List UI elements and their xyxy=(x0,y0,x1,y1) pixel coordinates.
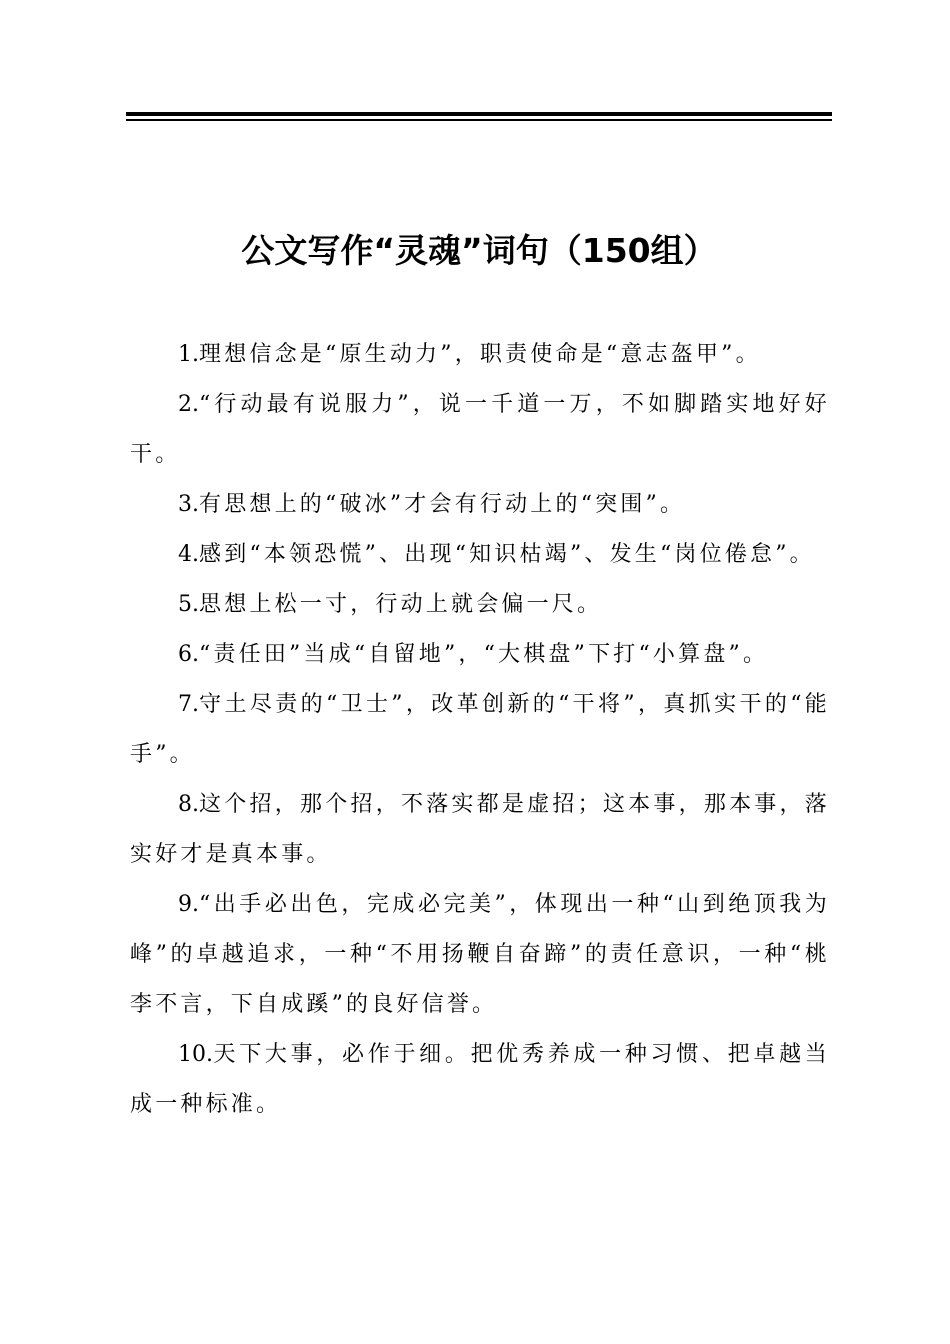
paragraph-5 xyxy=(130,580,830,630)
paragraph-10 xyxy=(130,1030,830,1130)
item-number: 6. xyxy=(178,642,199,667)
paragraph-8 xyxy=(130,780,830,880)
item-text: 守土尽责的“卫士”，改革创新的“干将”，真抓实干的“能手”。 xyxy=(130,692,830,767)
paragraph-1 xyxy=(130,330,830,380)
paragraph-4 xyxy=(130,530,830,580)
header-rule-thin xyxy=(126,119,832,121)
item-number: 8. xyxy=(178,792,199,817)
item-number: 4. xyxy=(178,542,199,567)
item-text: “行动最有说服力”，说一千道一万，不如脚踏实地好好干。 xyxy=(130,392,830,467)
document-body xyxy=(130,330,830,1130)
item-text: 这个招，那个招，不落实都是虚招；这本事，那本事，落实好才是真本事。 xyxy=(130,792,830,867)
item-number: 1. xyxy=(178,342,199,367)
item-number: 7. xyxy=(178,692,199,717)
paragraph-3 xyxy=(130,480,830,530)
item-text: “出手必出色，完成必完美”，体现出一种“山到绝顶我为峰”的卓越追求，一种“不用扬鞭自奋蹄”的责任意识，一种“桃李不言，下自成蹊”的良好信誉。 xyxy=(130,892,830,1017)
document-title: 公文写作“灵魂”词句（150组） xyxy=(241,231,717,270)
item-number: 3. xyxy=(178,492,199,517)
item-text: 思想上松一寸，行动上就会偏一尺。 xyxy=(199,592,603,617)
paragraph-9 xyxy=(130,880,830,1030)
item-text: 感到“本领恐慌”、出现“知识枯竭”、发生“岗位倦怠”。 xyxy=(199,542,815,567)
item-text: “责任田”当成“自留地”，“大棋盘”下打“小算盘”。 xyxy=(199,642,769,667)
item-number: 9. xyxy=(178,892,199,917)
item-text: 有思想上的“破冰”才会有行动上的“突围”。 xyxy=(199,492,686,517)
item-number: 2. xyxy=(178,392,199,417)
item-text: 天下大事，必作于细。把优秀养成一种习惯、把卓越当成一种标准。 xyxy=(130,1042,830,1117)
item-text: 理想信念是“原生动力”，职责使命是“意志盔甲”。 xyxy=(199,342,761,367)
paragraph-6 xyxy=(130,630,830,680)
paragraph-7 xyxy=(130,680,830,780)
paragraph-2 xyxy=(130,380,830,480)
header-rule-thick xyxy=(126,112,832,116)
item-number: 5. xyxy=(178,592,199,617)
item-number: 10. xyxy=(178,1042,213,1067)
